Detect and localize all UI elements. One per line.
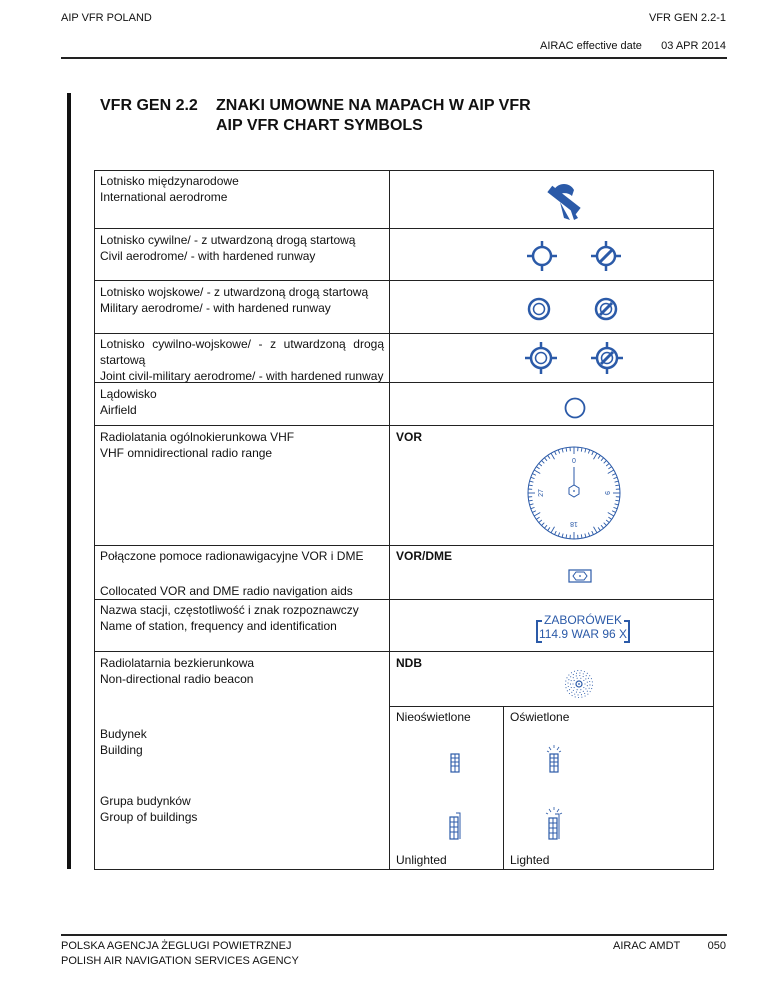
military-aerodrome-icon <box>527 297 551 321</box>
ndb-dot <box>589 688 590 689</box>
ndb-dot <box>589 681 590 682</box>
label-en: Military aerodrome/ - with hardened runway <box>100 301 331 315</box>
col-lighted-en: Lighted <box>510 853 550 867</box>
international-aerodrome-icon <box>540 180 590 224</box>
ndb-dot <box>568 679 569 680</box>
compass-tick <box>536 517 539 519</box>
compass-tick <box>581 448 582 452</box>
ndb-dot <box>586 675 587 676</box>
ndb-dot <box>577 670 578 671</box>
ndb-dot <box>565 680 566 681</box>
row-vordme-pl: Połączone pomoce radionawigacyjne VOR i DME <box>100 549 364 563</box>
ndb-dot <box>579 692 580 693</box>
compass-tick <box>548 527 550 530</box>
ndb-dot <box>569 689 570 690</box>
label-en: Building <box>100 743 143 757</box>
compass-tick <box>608 467 611 469</box>
station-name: ZABORÓWEK <box>543 613 622 627</box>
vordme-icon <box>568 569 592 583</box>
ndb-dot <box>566 677 567 678</box>
ndb-dot <box>584 693 585 694</box>
compass-tick <box>594 453 598 459</box>
compass-tick <box>604 460 607 463</box>
compass-tick <box>534 513 540 517</box>
row-civil <box>100 232 355 264</box>
ndb-dot <box>587 682 588 683</box>
ndb-dot <box>570 676 571 677</box>
ndb-dot <box>587 685 588 686</box>
compass-tick <box>534 470 540 474</box>
vor-compass-rose-icon <box>524 443 624 543</box>
label-pl: Radiolatania ogólnokierunkowa VHF <box>100 430 295 444</box>
ndb-dot <box>579 672 580 673</box>
label-pl: Lotnisko wojskowe/ - z utwardzoną drogą startową <box>100 285 369 299</box>
compass-tick <box>529 500 533 501</box>
ndb-dot <box>572 695 573 696</box>
compass-tick <box>594 527 598 533</box>
military-aerodrome-runway-icon <box>594 297 618 321</box>
label-en: Joint civil-military aerodrome/ - with hardened runway <box>100 369 384 383</box>
compass-tick <box>541 523 544 526</box>
compass-tick <box>613 507 617 508</box>
compass-tick <box>585 534 586 538</box>
compass-n: 0 <box>572 458 576 465</box>
ndb-dot <box>591 688 592 689</box>
ndb-dot <box>576 673 577 674</box>
joint-aerodrome-icon <box>525 342 557 374</box>
compass-tick <box>592 531 594 535</box>
ndb-dot <box>574 694 575 695</box>
compass-tick <box>615 504 619 505</box>
compass-tick <box>615 481 619 482</box>
ndb-dot <box>568 686 569 687</box>
compass-tick <box>566 448 567 452</box>
compass-tick <box>598 527 600 530</box>
ndb-dot <box>567 690 568 691</box>
compass-tick <box>608 470 614 474</box>
col-unlighted-en: Unlighted <box>396 853 447 867</box>
compass-tick <box>548 455 550 458</box>
section-code: VFR GEN 2.2 <box>100 97 198 114</box>
ndb-dot <box>572 683 573 684</box>
compass-tick <box>612 511 616 513</box>
ndb-dot <box>573 690 574 691</box>
ndb-dot <box>565 687 566 688</box>
ndb-dot <box>583 673 584 674</box>
ndb-dot <box>579 675 580 676</box>
civil-aerodrome-icon <box>527 241 557 271</box>
footer-amdt-number: 050 <box>707 940 726 952</box>
compass-tick <box>588 450 589 454</box>
ndb-dot <box>590 691 591 692</box>
label-pl-line1: Lotnisko cywilno-wojskowe/ - z utwardzoną drogą <box>100 337 384 351</box>
header-effective-label: AIRAC effective date <box>540 40 642 52</box>
ndb-dot <box>575 696 576 697</box>
building-unlighted-icon <box>449 752 461 774</box>
header-page-id: VFR GEN 2.2-1 <box>648 12 726 24</box>
ndb-dot <box>568 674 569 675</box>
ndb-dot <box>577 678 578 679</box>
ndb-dot <box>567 683 568 684</box>
ndb-dot <box>581 670 582 671</box>
compass-tick <box>530 481 534 482</box>
amendment-sidebar <box>67 93 71 869</box>
vordme-label: VOR/DME <box>396 549 453 563</box>
group-buildings-lighted-icon <box>544 806 564 841</box>
compass-tick <box>551 527 555 533</box>
compass-tick <box>601 525 604 528</box>
ndb-dot <box>583 676 584 677</box>
ndb-dot <box>571 692 572 693</box>
compass-tick <box>558 450 559 454</box>
ndb-dot <box>577 689 578 690</box>
compass-tick <box>562 534 563 538</box>
compass-tick <box>539 520 542 523</box>
label-en: Civil aerodrome/ - with hardened runway <box>100 249 316 263</box>
ndb-dot <box>592 685 593 686</box>
compass-tick <box>551 453 555 459</box>
ndb-dot <box>584 671 585 672</box>
compass-tick <box>606 520 609 523</box>
compass-tick <box>613 477 617 478</box>
building-lighted-icon <box>546 744 562 774</box>
compass-tick <box>532 511 536 513</box>
compass-tick <box>581 534 582 538</box>
label-pl: Grupa budynków <box>100 794 191 808</box>
ndb-dot <box>571 672 572 673</box>
ndb-dot <box>588 678 589 679</box>
footer-org-pl: POLSKA AGENCJA ŻEGLUGI POWIETRZNEJ <box>61 940 292 952</box>
joint-aerodrome-runway-icon <box>591 342 623 374</box>
airfield-icon <box>564 397 586 419</box>
header-left: AIP VFR POLAND <box>61 12 152 24</box>
ndb-dot <box>592 681 593 682</box>
ndb-dot <box>587 691 588 692</box>
col-lighted-pl: Oświetlone <box>510 710 570 724</box>
ndb-dot <box>589 675 590 676</box>
label-en: International aerodrome <box>100 190 228 204</box>
ndb-dot <box>573 674 574 675</box>
label-en: VHF omnidirectional radio range <box>100 446 273 460</box>
compass-s: 18 <box>570 520 578 527</box>
label-pl: Lotnisko cywilne/ - z utwardzoną drogą startową <box>100 233 356 247</box>
label-pl: Radiolatarnia bezkierunkowa <box>100 656 255 670</box>
compass-tick <box>585 449 586 453</box>
ndb-dot <box>587 673 588 674</box>
ndb-dot <box>574 680 575 681</box>
compass-tick <box>562 449 563 453</box>
ndb-dot <box>584 683 585 684</box>
header-effective-date: 03 APR 2014 <box>661 40 726 52</box>
row-vordme-en: Collocated VOR and DME radio navigation aids <box>100 584 353 598</box>
compass-tick <box>529 485 533 486</box>
compass-w: 27 <box>538 489 545 497</box>
ndb-dot <box>583 691 584 692</box>
station-identification-box <box>536 613 630 641</box>
row-vor <box>100 429 294 461</box>
label-en: Name of station, frequency and identification <box>100 619 337 633</box>
footer-org-en: POLISH AIR NAVIGATION SERVICES AGENCY <box>61 955 299 967</box>
ndb-dot <box>585 695 586 696</box>
row-international <box>100 173 239 205</box>
ndb-dot <box>574 687 575 688</box>
label-pl: Budynek <box>100 727 147 741</box>
ndb-dot <box>580 678 581 679</box>
ndb-dot <box>578 694 579 695</box>
ndb-dot <box>581 694 582 695</box>
compass-tick <box>555 451 557 455</box>
ndb-dot <box>587 694 588 695</box>
ndb-dot <box>570 684 571 685</box>
compass-tick <box>608 513 614 517</box>
ndb-dot <box>583 680 584 681</box>
col-unlighted-pl: Nieoświetlone <box>396 710 471 724</box>
station-frequency: 114.9 WAR 96 X <box>538 627 628 641</box>
ndb-dot <box>591 678 592 679</box>
ndb-dot <box>574 671 575 672</box>
compass-tick <box>592 451 594 455</box>
section-title-pl: ZNAKI UMOWNE NA MAPACH W AIP VFR <box>216 97 531 114</box>
compass-tick <box>608 517 611 519</box>
compass-tick <box>541 460 544 463</box>
compass-tick <box>536 467 539 469</box>
compass-tick <box>539 463 542 466</box>
row-building <box>100 726 147 758</box>
ndb-dot <box>571 687 572 688</box>
label-en: Group of buildings <box>100 810 198 824</box>
ndb-dot <box>585 678 586 679</box>
compass-tick <box>604 523 607 526</box>
compass-tick <box>558 532 559 536</box>
label-pl-line2: startową <box>100 353 146 367</box>
label-en: Airfield <box>100 403 137 417</box>
footer-amdt-label: AIRAC AMDT <box>613 940 681 952</box>
row-joint <box>100 336 384 384</box>
compass-tick <box>615 485 619 486</box>
compass-tick <box>531 507 535 508</box>
ndb-label: NDB <box>396 656 422 670</box>
compass-tick <box>606 463 609 466</box>
compass-tick <box>544 458 547 461</box>
label-pl: Lądowisko <box>100 387 157 401</box>
ndb-dot <box>583 687 584 688</box>
ndb-dot <box>571 680 572 681</box>
compass-tick <box>588 532 589 536</box>
compass-tick <box>612 474 616 476</box>
compass-tick <box>530 504 534 505</box>
row-group-buildings <box>100 793 197 825</box>
ndb-icon <box>564 669 594 699</box>
compass-tick <box>601 458 604 461</box>
footer-rule <box>61 934 727 936</box>
group-buildings-unlighted-icon <box>447 811 463 841</box>
ndb-dot <box>576 692 577 693</box>
vor-label: VOR <box>396 430 423 444</box>
ndb-dot <box>585 688 586 689</box>
label-en: Non-directional radio beacon <box>100 672 254 686</box>
compass-tick <box>566 534 567 538</box>
compass-tick <box>555 531 557 535</box>
ndb-dot <box>573 677 574 678</box>
ndb-dot <box>569 693 570 694</box>
section-title-en: AIP VFR CHART SYMBOLS <box>216 117 423 134</box>
compass-tick <box>615 500 619 501</box>
row-ndb <box>100 655 254 687</box>
compass-tick <box>544 525 547 528</box>
header-rule <box>61 57 727 59</box>
ndb-dot <box>589 684 590 685</box>
label-pl: Lotnisko międzynarodowe <box>100 174 239 188</box>
label-pl: Nazwa stacji, częstotliwość i znak rozpoznawczy <box>100 603 359 617</box>
row-station <box>100 602 359 634</box>
ndb-dot <box>578 697 579 698</box>
ndb-dot <box>565 684 566 685</box>
civil-aerodrome-runway-icon <box>591 241 621 271</box>
compass-tick <box>598 455 600 458</box>
ndb-dot <box>581 697 582 698</box>
compass-e: 9 <box>603 491 610 495</box>
ndb-dot <box>580 689 581 690</box>
compass-tick <box>531 477 535 478</box>
compass-tick <box>532 474 536 476</box>
row-military <box>100 284 368 316</box>
row-airfield <box>100 386 157 418</box>
ndb-dot <box>576 675 577 676</box>
